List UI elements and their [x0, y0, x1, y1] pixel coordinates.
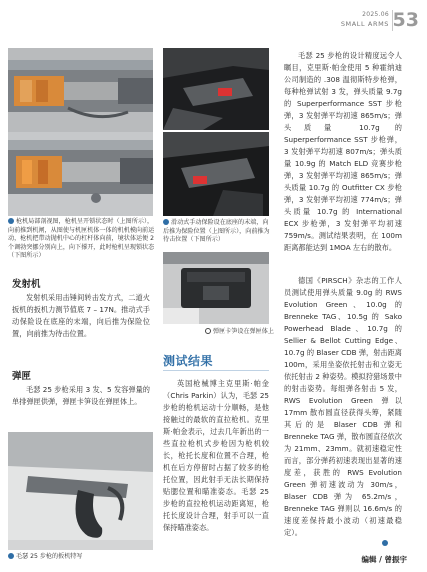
end-mark-icon	[382, 540, 388, 546]
safety-illustration-top	[163, 48, 269, 130]
magazine-illustration	[163, 252, 269, 324]
bolt-caption: 枪机局部剖视图，枪机呈开锁状态时（上图所示），向前推到机闸，从图使与机匣机体一体的机机模向前运动，枪机把带动抛机中心的杠杆体向前，境状体运便 2 个调勃突挪分别向上，向下撑开，此时枪机呈现锁状态（下图所示）	[8, 218, 155, 260]
safety-photo-top	[163, 48, 269, 130]
firing-mechanism-text: 发射机采用击锤间转击发方式，二道火扳机的扳机力测节值底 7 – 17N。推动式手动保险设在底座的末端，向后推为保险位置，向前推为待击位置。	[12, 293, 150, 338]
magazine-heading: 弹匣	[12, 371, 32, 382]
bolt-cutaway-photo	[8, 48, 153, 216]
results-heading-underline	[163, 370, 269, 371]
safety-illustration-bottom	[163, 132, 269, 216]
caption-bullet-icon	[8, 553, 14, 559]
magazine-text: 毛瑟 25 步枪采用 3 发、5 发容弹量的单排弹匣供弹，弹匣卡笋设在弹匣体上。	[12, 385, 150, 406]
magazine-photo	[163, 252, 269, 324]
issue-date: 2025.06	[362, 11, 389, 18]
test-results-heading: 测试结果	[163, 354, 214, 368]
safety-caption: 滑动式手动保险设在底座的末端，向后推为保险位置（上图所示），向前推为待击位置（下图所示）	[163, 219, 270, 244]
trigger-illustration	[8, 432, 153, 550]
firing-mechanism-heading: 发射机	[12, 279, 41, 290]
magazine-caption: 弹匣卡笋设在弹匣体上	[205, 328, 275, 337]
safety-photo-bottom	[163, 132, 269, 216]
trigger-caption: 毛瑟 25 步枪的扳机特写	[8, 553, 158, 562]
pirsch-test-text: 德国《PIRSCH》杂志的工作人员测试使用弹头质量 9.0g 的 RWS Evolution Green、10.0g 的 Brenneke TAG、10.5g 的 Sako Powerhead Blade、10.7g 的 Sellier & Bellot Cutting Edge、10.7g 的 Blaser CDB 弹，射击距离 100m，采用坐姿依托射击和立姿无依托射击 2 种姿势。模拟狩猎场景中的射击姿势。每组弹各射击 5 发，RWS Evolution Green 弹以 17mm 散布圆直径获得头筹，紧随其后的是 Blaser CDB 弹和 Brenneke TAG 弹，散布圆直径依次为 21mm、23mm。就初速稳定性而言，部分弹药初速表现出显著的速度差，获胜的 RWS Evolution Green 弹初速波动为 30m/s，Blaser CDB 弹为 65.2m/s，Brenneke TAG 弹则以 16.6m/s 的速度差保持最小波动（初速最稳定）。	[284, 276, 402, 537]
trigger-photo	[8, 432, 153, 550]
caption-bullet-icon	[163, 219, 169, 225]
magazine-name: SMALL ARMS	[340, 20, 389, 28]
editor-credit: 编辑 / 曾振宇	[361, 555, 407, 564]
caption-bullet-icon	[8, 218, 14, 224]
page-number: 53	[392, 9, 419, 31]
accuracy-text: 毛瑟 25 步枪的设计精度远令人瞩目，克里斯·帕金使用 5 种霍纳迪公司制造的 .308 温彻斯特步枪弹，每种枪弹试射 3 发，弹头质量 9.7g 的 Superperformance SST 步枪弹，3 发射弹平均初速 865m/s；弹头质量 10.7g 的 Superperformance SST 步枪弹，3 发射弹平均初速 807m/s；弹头质量 10.9g 的 Match ELD 竞赛步枪弹，3 发射弹平均初速 865m/s；弹头质量 10.7g 的 Outfitter CX 步枪弹，3 发射弹平均初速 774m/s；弹头质量 10.7g 的 International ECX 步枪弹，3 发射弹平均初速 759m/s。测试结果表明，在 100m 距离都能达到 1MOA 左右的散布。	[284, 51, 402, 252]
bolt-cutaway-illustration	[8, 48, 153, 216]
test-results-text: 英国枪械博主克里斯·帕金（Chris Parkin）认为，毛瑟 25 步枪的枪机运动十分顺畅，是他接触过的最软的直拉枪机。克里斯·帕金表示，过去几年新出的一些直拉枪机式步枪因为枪机较长，枪托长度和位置不合理，枪机在后方停留时占据了较多的枪托位置，因此射手无法长期保持贴腮位置和瞄准姿态。毛瑟 25 步枪的直拉枪机运动距离短，枪托长度设计合理，射手可以一直保持瞄准姿态。	[163, 379, 269, 532]
caption-bullet-icon	[205, 328, 211, 334]
